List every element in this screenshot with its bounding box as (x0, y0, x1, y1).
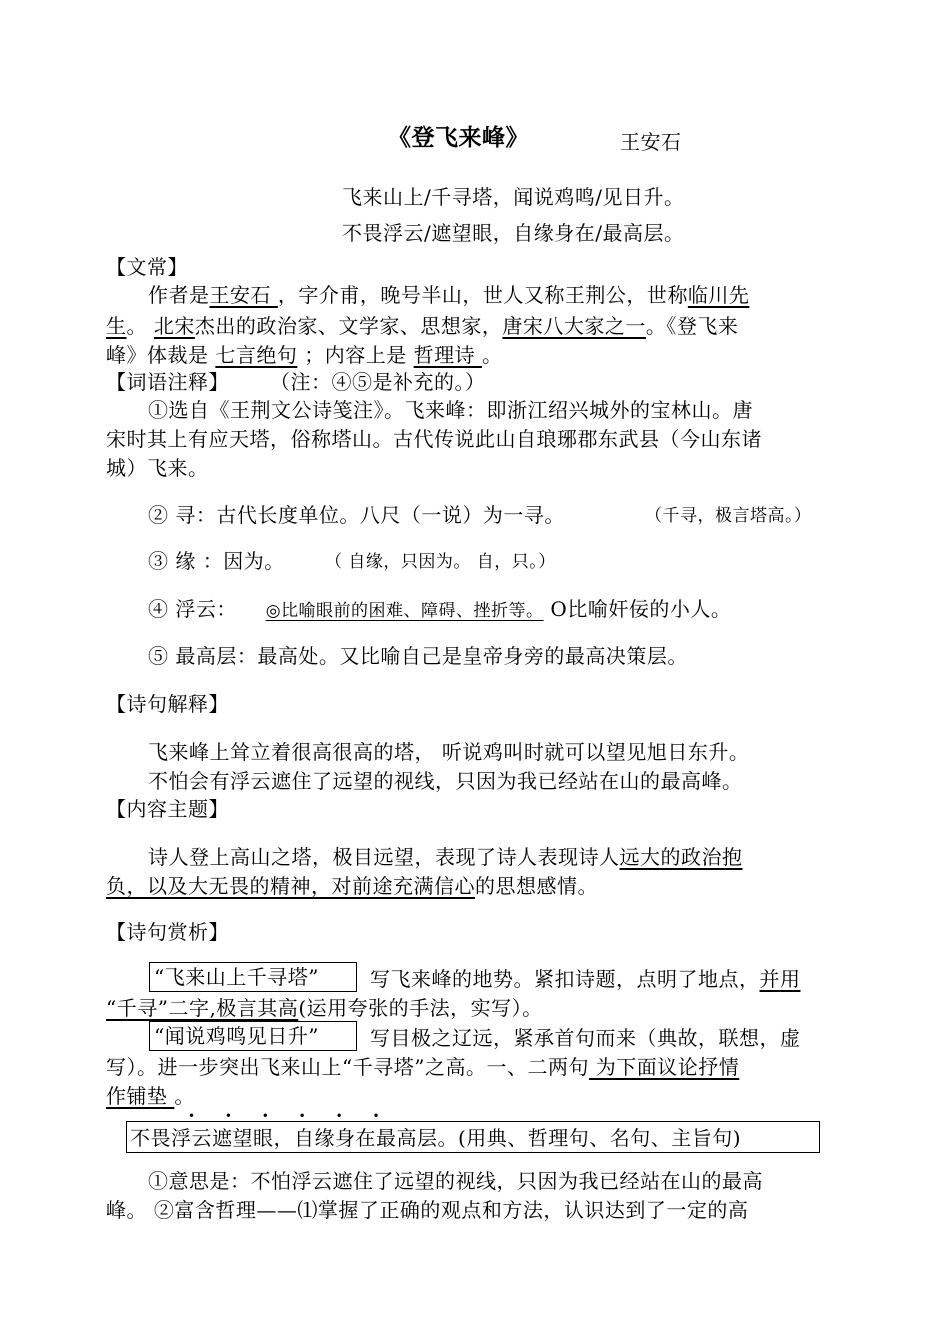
note-3: ③ 缘 ：因为。 (148, 549, 285, 573)
section-heading-theme: 【内容主题】 (106, 797, 229, 821)
notes-remark: （注：④⑤是补充的。） (270, 370, 486, 394)
text: ，字介甫，晚号半山，世人又称王荆公，世称 (277, 283, 688, 307)
underlined-text: 并用 (759, 967, 801, 991)
note-3-extra: （ 自缘，只因为。 自，只。） (325, 552, 556, 572)
note-1-line-2: 宋时其上有应天塔，俗称塔山。古代传说此山自琅琊郡东武县（今山东诸 (106, 427, 762, 451)
quote-2: “闻说鸡鸣见日升” (154, 1024, 319, 1048)
quote-3: 不畏浮云遮望眼，自缘身在最高层。(用典、哲理句、名句、主旨句) (130, 1126, 742, 1150)
note-2: ② 寻：古代长度单位。八尺（一说）为一寻。 (148, 503, 565, 527)
analysis-3-line-1: ①意思是：不怕浮云遮住了远望的视线，只因为我已经站在山的最高 (148, 1169, 763, 1193)
underlined-text: “千寻”二字,极言其高 (106, 996, 299, 1020)
analysis-3-line-2: 峰。 ②富含哲理——⑴掌握了正确的观点和方法，认识达到了一定的高 (106, 1198, 749, 1222)
wenchang-line-2 (106, 312, 738, 340)
poem-line-1: 飞来山上/千寻塔，闻说鸡鸣/见日升。 (342, 185, 685, 209)
underlined-text: ◎比喻眼前的困难、障碍、挫折等。 (265, 601, 544, 621)
analysis-2-line-1: 写目极之辽远，紧承首句而来（典故，联想，虚 (370, 1026, 801, 1050)
text: 。 (481, 343, 503, 367)
text: 。《登飞来 (645, 314, 739, 338)
text: 写）。进一步突出飞来山上“千寻塔”之高。一、二两句 (106, 1055, 589, 1079)
note-4 (148, 595, 731, 625)
author-name: 王安石 (620, 130, 682, 154)
theme-line-1 (148, 843, 743, 871)
text: 杰出的政治家、文学家、思想家， (194, 314, 503, 338)
quote-1: “飞来山上千寻塔” (154, 965, 319, 989)
section-heading-notes: 【词语注释】 (106, 370, 229, 394)
wenchang-line-1 (148, 281, 749, 309)
text: ④ 浮云： (148, 597, 237, 621)
underlined-text: 为下面议论抒情 (588, 1055, 740, 1079)
underlined-text: 负，以及大无畏的精神，对前途充满信心 (106, 874, 475, 898)
underlined-text: 唐宋八大家之一 (502, 314, 646, 338)
text: ；内容上是 (297, 343, 414, 367)
text: 。 (174, 1084, 195, 1108)
poem-line-2: 不畏浮云/遮望眼，自缘身在/最高层。 (342, 221, 685, 245)
section-heading-explain: 【诗句解释】 (106, 692, 229, 716)
explain-line-1: 飞来峰上耸立着很高很高的塔， 听说鸡叫时就可以望见旭日东升。 (148, 740, 750, 764)
text: 峰》体裁是 (106, 343, 216, 367)
underlined-text: 王安石 (209, 283, 278, 307)
underlined-text: 临川先 (687, 283, 750, 307)
text: 的思想感情。 (475, 874, 598, 898)
analysis-1-line-2 (106, 994, 543, 1022)
analysis-1-line-1 (370, 965, 801, 993)
text: (运用夸张的手法，实写）。 (298, 996, 543, 1020)
underlined-text: 北宋 (153, 314, 195, 338)
document-title: 《登飞来峰》 (388, 124, 529, 151)
section-heading-wenchang: 【文常】 (106, 255, 188, 279)
analysis-2-line-3 (106, 1082, 195, 1110)
analysis-2-line-2 (106, 1053, 739, 1081)
underlined-text: 哲理诗 (413, 343, 482, 367)
text: 诗人登上高山之塔，极目远望，表现了诗人表现诗人 (148, 845, 620, 869)
text: O比喻奸佞的小人。 (550, 597, 732, 621)
note-1-line-1: ①选自《王荆文公诗笺注》。飞来峰：即浙江绍兴城外的宝林山。唐 (148, 398, 753, 422)
underlined-text: 远大的政治抱 (619, 845, 743, 869)
text: 。 (126, 314, 154, 338)
underlined-text: 七言绝句 (215, 343, 298, 367)
underlined-text: 生 (106, 314, 127, 338)
emphasis-dots: • • • • • • (188, 1109, 393, 1123)
explain-line-2: 不怕会有浮云遮住了远望的视线，只因为我已经站在山的最高峰。 (148, 769, 743, 793)
underlined-text: 作铺垫 (106, 1084, 175, 1108)
text: 写飞来峰的地势。紧扣诗题，点明了地点， (370, 967, 760, 991)
section-heading-analysis: 【诗句赏析】 (106, 920, 229, 944)
wenchang-line-3 (106, 341, 502, 369)
note-1-line-3: 城）飞来。 (106, 456, 209, 480)
note-2-extra: （千寻，极言塔高。） (645, 506, 812, 526)
text: 作者是 (148, 283, 210, 307)
note-5: ⑤ 最高层：最高处。又比喻自己是皇帝身旁的最高决策层。 (148, 644, 688, 668)
theme-line-2 (106, 872, 598, 900)
